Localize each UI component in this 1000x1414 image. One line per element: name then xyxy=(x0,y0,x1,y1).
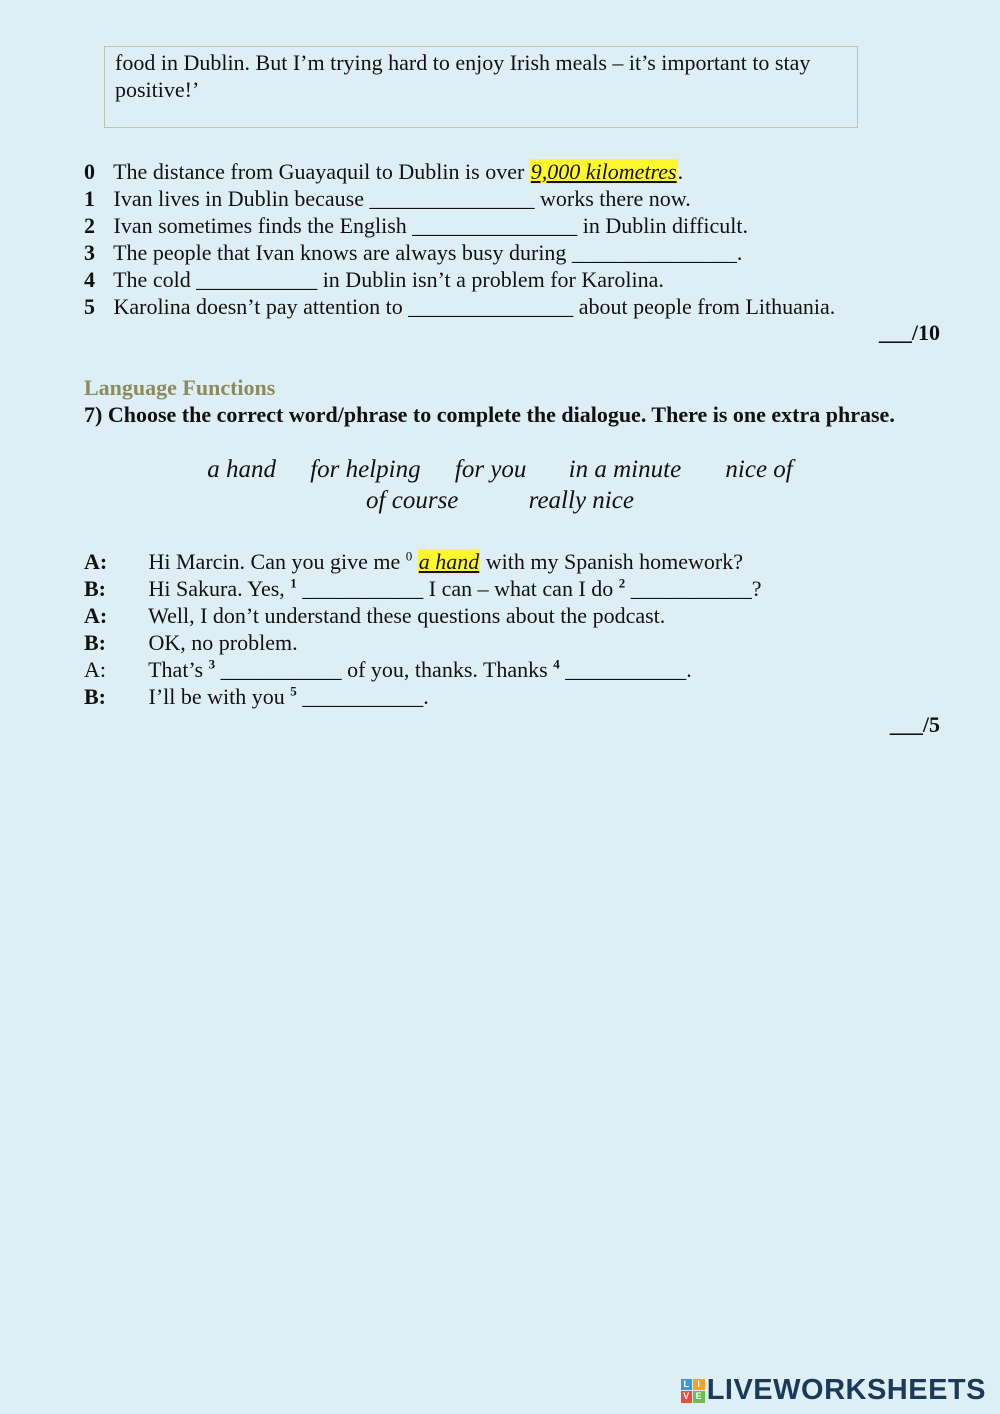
dialogue-line[interactable]: A: That’s $^3$ ___________ of you, thanks. Thanks $^4$ ___________. xyxy=(84,656,692,682)
logo-icon: L I V E xyxy=(681,1379,705,1403)
speaker-label: B: xyxy=(84,576,106,601)
question-number: 5 xyxy=(84,294,95,319)
word-bank-item: nice of xyxy=(725,456,793,483)
word-bank-item: in a minute xyxy=(568,456,682,483)
score-dialogue: ___/5 xyxy=(889,712,940,737)
answer-gap[interactable]: ___________ of you, thanks. Thanks xyxy=(215,657,554,682)
question-text: The distance from Guayaquil to Dublin is over xyxy=(113,159,530,184)
answer-gap[interactable]: ___________? xyxy=(625,576,762,601)
passage-line: food in Dublin. But I’m trying hard to enjoy Irish meals – it’s important to stay xyxy=(115,50,811,75)
question-row[interactable] xyxy=(84,185,944,212)
comprehension-questions xyxy=(84,158,944,320)
answer-gap[interactable]: ___________. xyxy=(559,657,692,682)
question-row[interactable] xyxy=(84,212,944,239)
speaker-label: A: xyxy=(84,657,106,682)
dialogue-line: A: Hi Marcin. Can you give me $^0$ a hand with my Spanish homework? xyxy=(84,548,743,574)
dialogue-line[interactable]: B: Hi Sakura. Yes, $^1$ ___________ I can – what can I do $^2$ ___________? xyxy=(84,575,762,601)
liveworksheets-logo[interactable] xyxy=(681,1374,986,1407)
question-row[interactable] xyxy=(84,239,944,266)
question-number: 3 xyxy=(84,240,95,265)
question-number: 4 xyxy=(84,267,95,292)
gap-number: 3 xyxy=(208,656,216,672)
question-row[interactable] xyxy=(84,293,944,320)
question-text[interactable]: Ivan lives in Dublin because _______________ works there now. xyxy=(113,186,691,211)
word-bank-item: really nice xyxy=(528,487,634,514)
answer-gap[interactable]: ___________. xyxy=(296,684,429,709)
speaker-label: A: xyxy=(84,603,108,628)
question-row[interactable] xyxy=(84,266,944,293)
score-reading: ___/10 xyxy=(878,320,940,345)
speaker-label: A: xyxy=(84,549,108,574)
question-text[interactable]: Karolina doesn’t pay attention to _______________ about people from Lithuania. xyxy=(113,294,836,319)
question-number: 1 xyxy=(84,186,95,211)
word-bank-row-1 xyxy=(0,456,1000,484)
dialogue-line[interactable]: B: I’ll be with you $^5$ ___________. xyxy=(84,683,429,709)
question-number: 0 xyxy=(84,159,95,184)
word-bank-row-2 xyxy=(0,487,1000,515)
word-bank-item: a hand xyxy=(207,456,276,483)
question-text[interactable]: The cold ___________ in Dublin isn’t a problem for Karolina. xyxy=(113,267,664,292)
section-title: Language Functions xyxy=(84,375,276,400)
reading-passage-box xyxy=(104,46,858,128)
example-answer: a hand xyxy=(418,549,480,574)
gap-number: 4 xyxy=(553,656,560,672)
gap-number: 5 xyxy=(290,683,297,699)
question-text[interactable]: The people that Ivan knows are always busy during _______________. xyxy=(113,240,743,265)
speaker-label: B: xyxy=(84,684,106,709)
answer-gap[interactable]: ___________ I can – what can I do xyxy=(296,576,619,601)
dialogue xyxy=(84,548,944,710)
exercise-instruction: 7) Choose the correct word/phrase to complete the dialogue. There is one extra phrase. xyxy=(84,402,895,427)
example-answer: 9,000 kilometres xyxy=(530,159,677,184)
gap-number: 2 xyxy=(618,575,626,591)
word-bank-item: of course xyxy=(366,487,459,514)
gap-number: 1 xyxy=(290,575,297,591)
question-row: 0 The distance from Guayaquil to Dublin is over 9,000 kilometres. xyxy=(84,159,684,184)
logo-text: LIVEWORKSHEETS xyxy=(706,1374,986,1406)
question-text[interactable]: Ivan sometimes finds the English _______________ in Dublin difficult. xyxy=(113,213,748,238)
gap-number: 0 xyxy=(405,548,413,564)
dialogue-line: A: Well, I don’t understand these questions about the podcast. xyxy=(84,603,666,628)
passage-line: positive!’ xyxy=(115,77,200,102)
question-number: 2 xyxy=(84,213,95,238)
speaker-label: B: xyxy=(84,630,106,655)
word-bank-item: for you xyxy=(454,456,527,483)
word-bank-item: for helping xyxy=(310,456,421,483)
dialogue-line: B: OK, no problem. xyxy=(84,630,298,655)
